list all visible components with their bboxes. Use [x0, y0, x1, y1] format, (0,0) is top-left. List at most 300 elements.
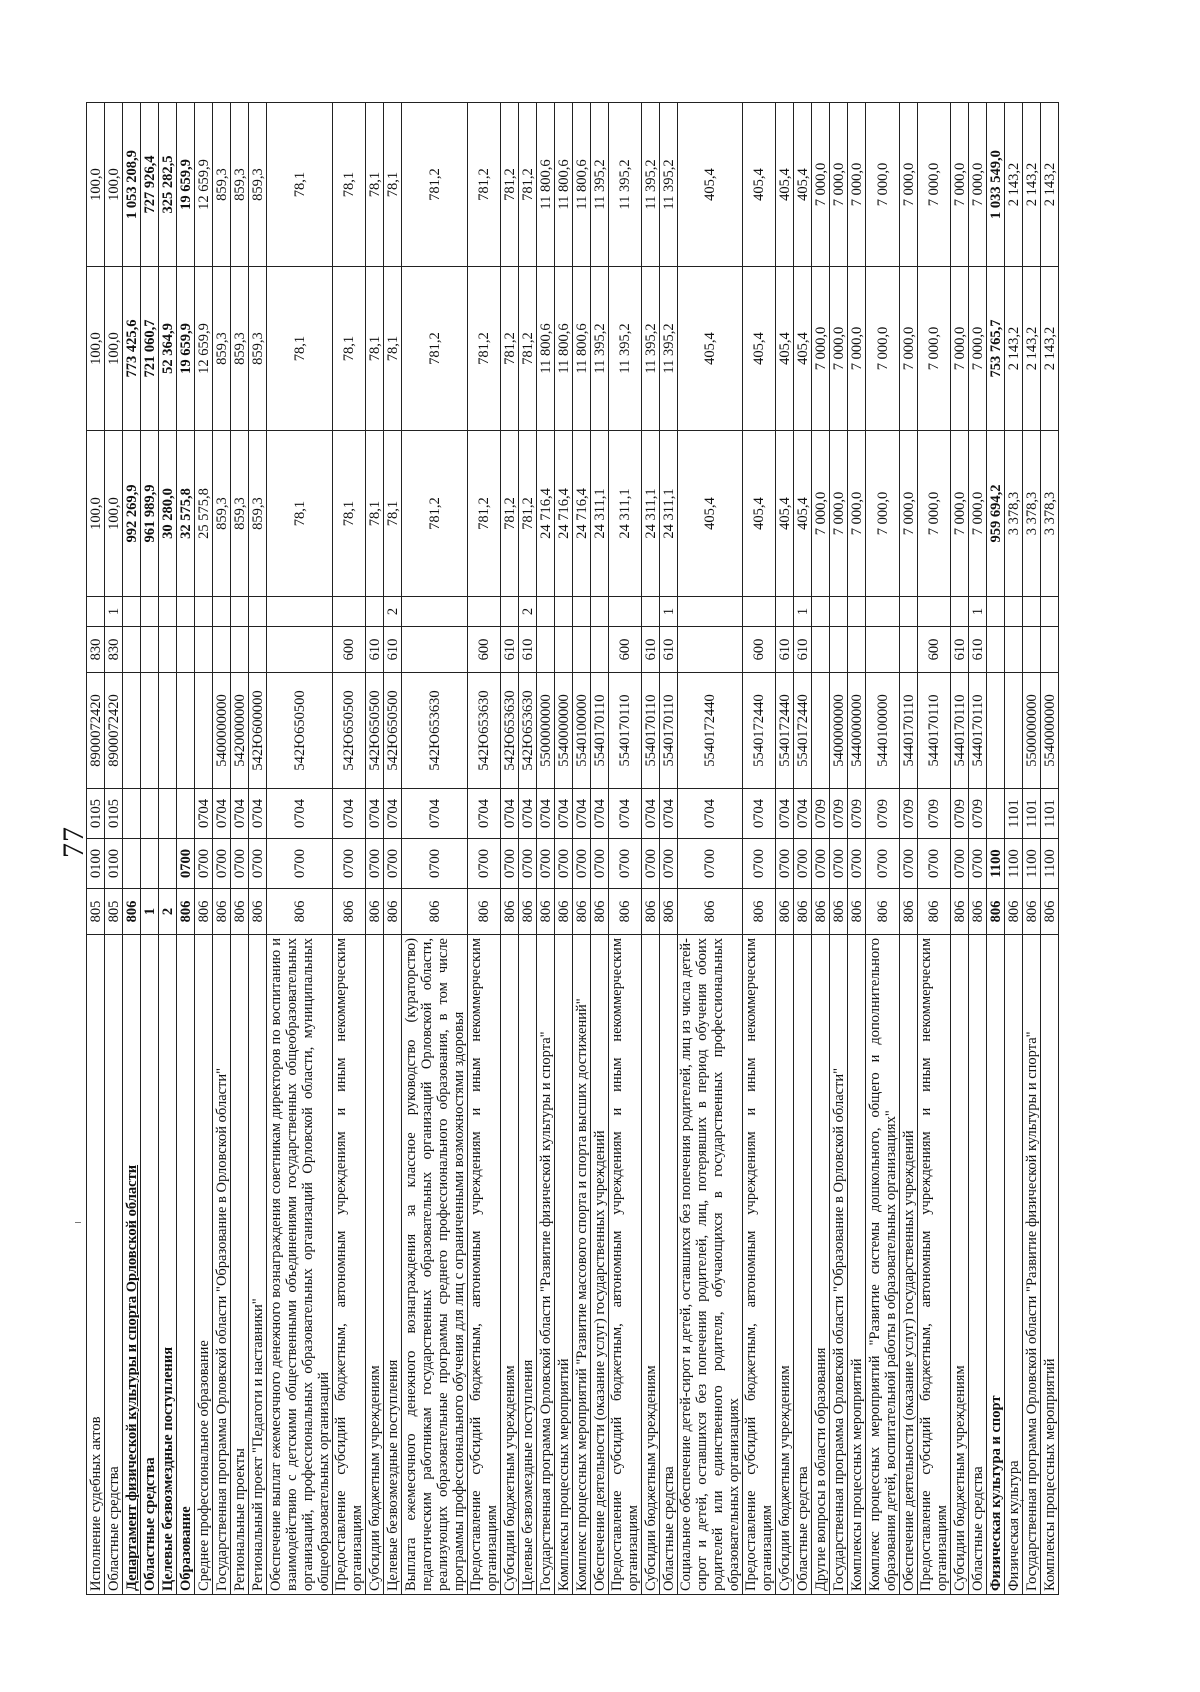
row-name: Региональные проекты [231, 935, 249, 1595]
row-section: 0700 [866, 839, 900, 889]
row-target-article: 8900072420 [87, 673, 105, 789]
row-sum-1: 7 000,0 [951, 431, 969, 597]
row-subsection: 0704 [267, 789, 333, 839]
row-sum-2: 7 000,0 [866, 267, 900, 431]
row-name: Государственная программа Орловской области "Развитие физической культуры и спорта" [1023, 935, 1041, 1595]
table-row [519, 103, 537, 1595]
table-row [1023, 103, 1041, 1595]
row-section: 0700 [812, 839, 830, 889]
row-expense-type [900, 627, 918, 673]
row-sum-2: 859,3 [249, 267, 267, 431]
row-target-article: 5540170110 [609, 673, 642, 789]
row-mark [573, 597, 591, 627]
row-sum-1: 100,0 [87, 431, 105, 597]
row-sum-2: 11 395,2 [642, 267, 660, 431]
row-grbs: 806 [918, 889, 951, 935]
row-subsection: 0704 [468, 789, 501, 839]
row-section [123, 839, 141, 889]
row-sum-3: 781,2 [468, 103, 501, 267]
row-sum-3: 100,0 [87, 103, 105, 267]
row-sum-3: 11 800,6 [573, 103, 591, 267]
row-subsection: 0704 [213, 789, 231, 839]
row-target-article: 542Ю653630 [501, 673, 519, 789]
row-sum-1: 3 378,3 [1023, 431, 1041, 597]
row-mark: 1 [969, 597, 987, 627]
row-section: 0700 [333, 839, 366, 889]
row-name: Целевые безвозмездные поступления [384, 935, 402, 1595]
row-sum-2: 52 364,9 [159, 267, 177, 431]
row-sum-1: 78,1 [333, 431, 366, 597]
row-expense-type [267, 627, 333, 673]
row-expense-type: 610 [776, 627, 794, 673]
row-subsection: 0105 [87, 789, 105, 839]
row-target-article: 5500000000 [1023, 673, 1041, 789]
row-subsection [987, 789, 1005, 839]
row-subsection [177, 789, 195, 839]
row-sum-1: 7 000,0 [969, 431, 987, 597]
row-target-article: 542Ю650500 [333, 673, 366, 789]
row-sum-1: 78,1 [384, 431, 402, 597]
row-expense-type: 610 [384, 627, 402, 673]
row-sum-2: 2 143,2 [1041, 267, 1059, 431]
row-sum-2: 7 000,0 [848, 267, 866, 431]
row-grbs: 806 [951, 889, 969, 935]
row-mark [195, 597, 213, 627]
row-section: 0700 [591, 839, 609, 889]
row-subsection: 0704 [591, 789, 609, 839]
row-sum-3: 2 143,2 [1005, 103, 1023, 267]
row-sum-1: 7 000,0 [830, 431, 848, 597]
row-grbs: 806 [969, 889, 987, 935]
table-row [969, 103, 987, 1595]
row-name: Департамент физической культуры и спорта Орловской области [123, 935, 141, 1595]
row-mark [830, 597, 848, 627]
row-expense-type: 610 [501, 627, 519, 673]
row-subsection: 0709 [918, 789, 951, 839]
row-section: 0700 [951, 839, 969, 889]
row-mark [402, 597, 468, 627]
row-sum-3: 7 000,0 [969, 103, 987, 267]
row-expense-type [231, 627, 249, 673]
row-sum-2: 7 000,0 [951, 267, 969, 431]
row-grbs: 806 [468, 889, 501, 935]
row-target-article: 5440170110 [918, 673, 951, 789]
row-sum-3: 11 395,2 [642, 103, 660, 267]
row-sum-3: 7 000,0 [866, 103, 900, 267]
row-sum-1: 7 000,0 [848, 431, 866, 597]
row-sum-3: 7 000,0 [900, 103, 918, 267]
row-grbs: 806 [177, 889, 195, 935]
row-grbs: 806 [537, 889, 555, 935]
row-target-article: 5540172440 [776, 673, 794, 789]
row-sum-1: 24 716,4 [573, 431, 591, 597]
row-sum-2: 78,1 [384, 267, 402, 431]
row-sum-1: 3 378,3 [1005, 431, 1023, 597]
row-grbs: 806 [366, 889, 384, 935]
row-name: Государственная программа Орловской области "Образование в Орловской области" [213, 935, 231, 1595]
row-expense-type [812, 627, 830, 673]
table-row [213, 103, 231, 1595]
row-name: Государственная программа Орловской области "Развитие физической культуры и спорта" [537, 935, 555, 1595]
table-row [830, 103, 848, 1595]
row-sum-2: 781,2 [402, 267, 468, 431]
row-target-article: 5540172440 [794, 673, 812, 789]
row-sum-2: 7 000,0 [918, 267, 951, 431]
row-section: 1100 [1041, 839, 1059, 889]
row-target-article: 5440000000 [848, 673, 866, 789]
row-mark [918, 597, 951, 627]
row-grbs: 2 [159, 889, 177, 935]
row-expense-type [555, 627, 573, 673]
row-sum-3: 100,0 [105, 103, 123, 267]
row-sum-3: 405,4 [743, 103, 776, 267]
row-grbs: 806 [866, 889, 900, 935]
row-sum-1: 24 311,1 [642, 431, 660, 597]
table-row [1005, 103, 1023, 1595]
row-sum-1: 781,2 [402, 431, 468, 597]
row-mark: 1 [794, 597, 812, 627]
row-sum-2: 781,2 [501, 267, 519, 431]
row-subsection [159, 789, 177, 839]
row-target-article [177, 673, 195, 789]
row-grbs: 806 [231, 889, 249, 935]
table-row [231, 103, 249, 1595]
row-expense-type: 610 [660, 627, 678, 673]
row-sum-3: 11 395,2 [609, 103, 642, 267]
row-grbs: 806 [987, 889, 1005, 935]
row-expense-type: 600 [333, 627, 366, 673]
row-subsection: 0709 [969, 789, 987, 839]
row-mark [366, 597, 384, 627]
row-section: 0700 [402, 839, 468, 889]
table-row [249, 103, 267, 1595]
row-name: Субсидии бюджетным учреждениям [776, 935, 794, 1595]
row-target-article: 542Ю653630 [402, 673, 468, 789]
row-mark [159, 597, 177, 627]
row-name: Областные средства [105, 935, 123, 1595]
row-sum-2: 11 395,2 [591, 267, 609, 431]
row-section: 0700 [794, 839, 812, 889]
table-row [678, 103, 743, 1595]
row-sum-1: 7 000,0 [918, 431, 951, 597]
row-expense-type [402, 627, 468, 673]
row-section: 0700 [501, 839, 519, 889]
row-grbs: 806 [812, 889, 830, 935]
row-expense-type [1041, 627, 1059, 673]
row-sum-3: 78,1 [384, 103, 402, 267]
row-expense-type [678, 627, 743, 673]
row-name: Предоставление субсидий бюджетным, автономным учреждениям и иным некоммерческим организациям [609, 935, 642, 1595]
table-row [468, 103, 501, 1595]
row-name: Среднее профессиональное образование [195, 935, 213, 1595]
row-expense-type [830, 627, 848, 673]
row-sum-2: 7 000,0 [812, 267, 830, 431]
table-row [501, 103, 519, 1595]
row-sum-1: 781,2 [501, 431, 519, 597]
row-sum-2: 2 143,2 [1023, 267, 1041, 431]
row-subsection: 1101 [1005, 789, 1023, 839]
row-sum-1: 961 989,9 [141, 431, 159, 597]
row-name: Исполнение судебных актов [87, 935, 105, 1595]
row-sum-3: 325 282,5 [159, 103, 177, 267]
row-target-article: 8900072420 [105, 673, 123, 789]
row-name: Областные средства [969, 935, 987, 1595]
row-target-article [1005, 673, 1023, 789]
row-sum-3: 2 143,2 [1041, 103, 1059, 267]
row-sum-3: 19 659,9 [177, 103, 195, 267]
row-name: Комплекс процессных мероприятий "Развитие массового спорта и спорта высших достижений" [573, 935, 591, 1595]
row-grbs: 806 [249, 889, 267, 935]
row-grbs: 806 [776, 889, 794, 935]
row-sum-1: 25 575,8 [195, 431, 213, 597]
table-row [987, 103, 1005, 1595]
row-section: 0100 [87, 839, 105, 889]
row-subsection: 0704 [743, 789, 776, 839]
row-sum-2: 859,3 [213, 267, 231, 431]
row-grbs: 806 [1041, 889, 1059, 935]
row-sum-3: 7 000,0 [812, 103, 830, 267]
row-mark [678, 597, 743, 627]
row-section: 0700 [519, 839, 537, 889]
table-row [776, 103, 794, 1595]
table-row [555, 103, 573, 1595]
row-name: Целевые безвозмездные поступления [159, 935, 177, 1595]
table-row [537, 103, 555, 1595]
row-mark [609, 597, 642, 627]
row-section: 0700 [249, 839, 267, 889]
row-name: Комплексы процессных мероприятий [1041, 935, 1059, 1595]
row-sum-3: 11 395,2 [660, 103, 678, 267]
row-target-article: 542Ю650500 [366, 673, 384, 789]
row-grbs: 806 [678, 889, 743, 935]
row-expense-type [848, 627, 866, 673]
row-subsection: 0704 [366, 789, 384, 839]
table-row [812, 103, 830, 1595]
row-name: Областные средства [141, 935, 159, 1595]
row-grbs: 806 [591, 889, 609, 935]
table-row [402, 103, 468, 1595]
row-target-article: 5540172440 [678, 673, 743, 789]
row-name: Социальное обеспечение детей-сирот и детей, оставшихся без попечения родителей, лиц из числа детей-сирот и детей, оставшихся без попечения родителей, лиц, потерявших в период обучения обоих родителей или единственного родителя, обучающихся в государственных профессиональных образовательных организациях [678, 935, 743, 1595]
row-mark [501, 597, 519, 627]
row-sum-3: 781,2 [501, 103, 519, 267]
row-subsection: 0704 [195, 789, 213, 839]
row-subsection [141, 789, 159, 839]
row-expense-type [1005, 627, 1023, 673]
row-sum-2: 7 000,0 [830, 267, 848, 431]
row-name: Субсидии бюджетным учреждениям [642, 935, 660, 1595]
row-name: Предоставление субсидий бюджетным, автономным учреждениям и иным некоммерческим организациям [743, 935, 776, 1595]
row-sum-1: 405,4 [743, 431, 776, 597]
row-expense-type [123, 627, 141, 673]
row-sum-2: 100,0 [105, 267, 123, 431]
row-sum-2: 7 000,0 [900, 267, 918, 431]
row-section: 0700 [366, 839, 384, 889]
row-sum-1: 405,4 [678, 431, 743, 597]
row-sum-1: 7 000,0 [866, 431, 900, 597]
row-sum-2: 781,2 [519, 267, 537, 431]
row-sum-2: 405,4 [794, 267, 812, 431]
table-row [105, 103, 123, 1595]
row-name: Субсидии бюджетным учреждениям [366, 935, 384, 1595]
table-row [591, 103, 609, 1595]
row-section [141, 839, 159, 889]
row-sum-1: 24 311,1 [591, 431, 609, 597]
table-body [87, 103, 1059, 1595]
table-row [866, 103, 900, 1595]
row-grbs: 806 [333, 889, 366, 935]
row-sum-3: 405,4 [794, 103, 812, 267]
table-row [743, 103, 776, 1595]
row-name: Выплата ежемесячного денежного вознаграждения за классное руководство (кураторство) педагогическим работникам государственных образовательных организаций Орловской области, реализующих образовательные программы среднего профессионального образования, в том числе программы профессионального обучения для лиц с ограниченными возможностями здоровья [402, 935, 468, 1595]
row-sum-2: 11 800,6 [555, 267, 573, 431]
row-expense-type: 610 [969, 627, 987, 673]
row-expense-type: 610 [519, 627, 537, 673]
row-sum-3: 405,4 [776, 103, 794, 267]
row-expense-type: 830 [87, 627, 105, 673]
row-subsection: 0704 [794, 789, 812, 839]
row-name: Государственная программа Орловской области "Образование в Орловской области" [830, 935, 848, 1595]
row-sum-1: 781,2 [519, 431, 537, 597]
row-sum-1: 7 000,0 [812, 431, 830, 597]
row-section: 0700 [537, 839, 555, 889]
row-mark: 2 [384, 597, 402, 627]
budget-table [86, 102, 1059, 1595]
row-name: Предоставление субсидий бюджетным, автономным учреждениям и иным некоммерческим организациям [918, 935, 951, 1595]
row-sum-1: 78,1 [267, 431, 333, 597]
row-grbs: 806 [519, 889, 537, 935]
row-mark [848, 597, 866, 627]
row-sum-1: 30 280,0 [159, 431, 177, 597]
row-subsection: 0704 [402, 789, 468, 839]
table-row [123, 103, 141, 1595]
row-mark [866, 597, 900, 627]
row-sum-3: 11 395,2 [591, 103, 609, 267]
row-sum-2: 859,3 [231, 267, 249, 431]
row-section: 0700 [900, 839, 918, 889]
row-mark [1023, 597, 1041, 627]
row-section: 1100 [1005, 839, 1023, 889]
row-sum-1: 859,3 [249, 431, 267, 597]
row-sum-2: 100,0 [87, 267, 105, 431]
row-sum-2: 11 800,6 [573, 267, 591, 431]
row-expense-type: 600 [609, 627, 642, 673]
row-sum-3: 78,1 [267, 103, 333, 267]
row-sum-2: 19 659,9 [177, 267, 195, 431]
row-grbs: 806 [501, 889, 519, 935]
row-target-article [159, 673, 177, 789]
row-name: Областные средства [660, 935, 678, 1595]
row-sum-3: 2 143,2 [1023, 103, 1041, 267]
row-sum-1: 992 269,9 [123, 431, 141, 597]
row-target-article: 542Ю650500 [267, 673, 333, 789]
row-grbs: 806 [123, 889, 141, 935]
row-section: 0700 [231, 839, 249, 889]
row-expense-type: 610 [951, 627, 969, 673]
row-target-article: 5500000000 [537, 673, 555, 789]
row-grbs: 806 [1023, 889, 1041, 935]
row-section: 0700 [660, 839, 678, 889]
row-sum-2: 753 765,7 [987, 267, 1005, 431]
row-sum-1: 78,1 [366, 431, 384, 597]
row-mark [900, 597, 918, 627]
row-section: 0700 [678, 839, 743, 889]
row-sum-1: 24 311,1 [609, 431, 642, 597]
row-grbs: 805 [105, 889, 123, 935]
row-grbs: 806 [848, 889, 866, 935]
row-target-article: 5400000000 [830, 673, 848, 789]
row-mark [743, 597, 776, 627]
row-sum-3: 12 659,9 [195, 103, 213, 267]
row-mark [776, 597, 794, 627]
row-section: 0700 [267, 839, 333, 889]
row-expense-type [537, 627, 555, 673]
row-target-article: 5540172440 [743, 673, 776, 789]
row-expense-type [591, 627, 609, 673]
row-sum-2: 11 800,6 [537, 267, 555, 431]
row-mark [987, 597, 1005, 627]
row-target-article: 5540170110 [591, 673, 609, 789]
row-name: Образование [177, 935, 195, 1595]
row-sum-3: 78,1 [366, 103, 384, 267]
row-sum-3: 859,3 [249, 103, 267, 267]
row-grbs: 1 [141, 889, 159, 935]
row-subsection [123, 789, 141, 839]
row-section: 1100 [987, 839, 1005, 889]
row-mark [591, 597, 609, 627]
row-target-article: 5440100000 [866, 673, 900, 789]
row-name: Областные средства [794, 935, 812, 1595]
row-sum-3: 11 800,6 [555, 103, 573, 267]
scan-speck [75, 1222, 81, 1223]
row-section: 0700 [468, 839, 501, 889]
row-sum-1: 3 378,3 [1041, 431, 1059, 597]
row-mark [267, 597, 333, 627]
row-section: 0700 [776, 839, 794, 889]
row-target-article [987, 673, 1005, 789]
table-row [87, 103, 105, 1595]
row-sum-2: 773 425,6 [123, 267, 141, 431]
row-grbs: 806 [402, 889, 468, 935]
row-sum-1: 24 716,4 [537, 431, 555, 597]
row-subsection: 0709 [900, 789, 918, 839]
row-name: Предоставление субсидий бюджетным, автономным учреждениям и иным некоммерческим организациям [468, 935, 501, 1595]
row-name: Субсидии бюджетным учреждениям [501, 935, 519, 1595]
row-subsection: 0709 [848, 789, 866, 839]
row-name: Обеспечение деятельности (оказание услуг) государственных учреждений [591, 935, 609, 1595]
row-sum-1: 24 311,1 [660, 431, 678, 597]
row-subsection: 0704 [609, 789, 642, 839]
row-sum-3: 405,4 [678, 103, 743, 267]
row-target-article: 5440170110 [969, 673, 987, 789]
row-grbs: 806 [384, 889, 402, 935]
row-section: 0100 [105, 839, 123, 889]
row-section: 0700 [969, 839, 987, 889]
row-sum-1: 7 000,0 [900, 431, 918, 597]
row-grbs: 806 [660, 889, 678, 935]
table-row [918, 103, 951, 1595]
table-row [159, 103, 177, 1595]
row-mark: 1 [105, 597, 123, 627]
row-target-article: 542Ю653630 [519, 673, 537, 789]
table-row [900, 103, 918, 1595]
row-subsection: 0704 [660, 789, 678, 839]
row-expense-type: 600 [743, 627, 776, 673]
row-name: Физическая культура и спорт [987, 935, 1005, 1595]
row-section [159, 839, 177, 889]
row-section: 0700 [213, 839, 231, 889]
row-name: Обеспечение деятельности (оказание услуг) государственных учреждений [900, 935, 918, 1595]
